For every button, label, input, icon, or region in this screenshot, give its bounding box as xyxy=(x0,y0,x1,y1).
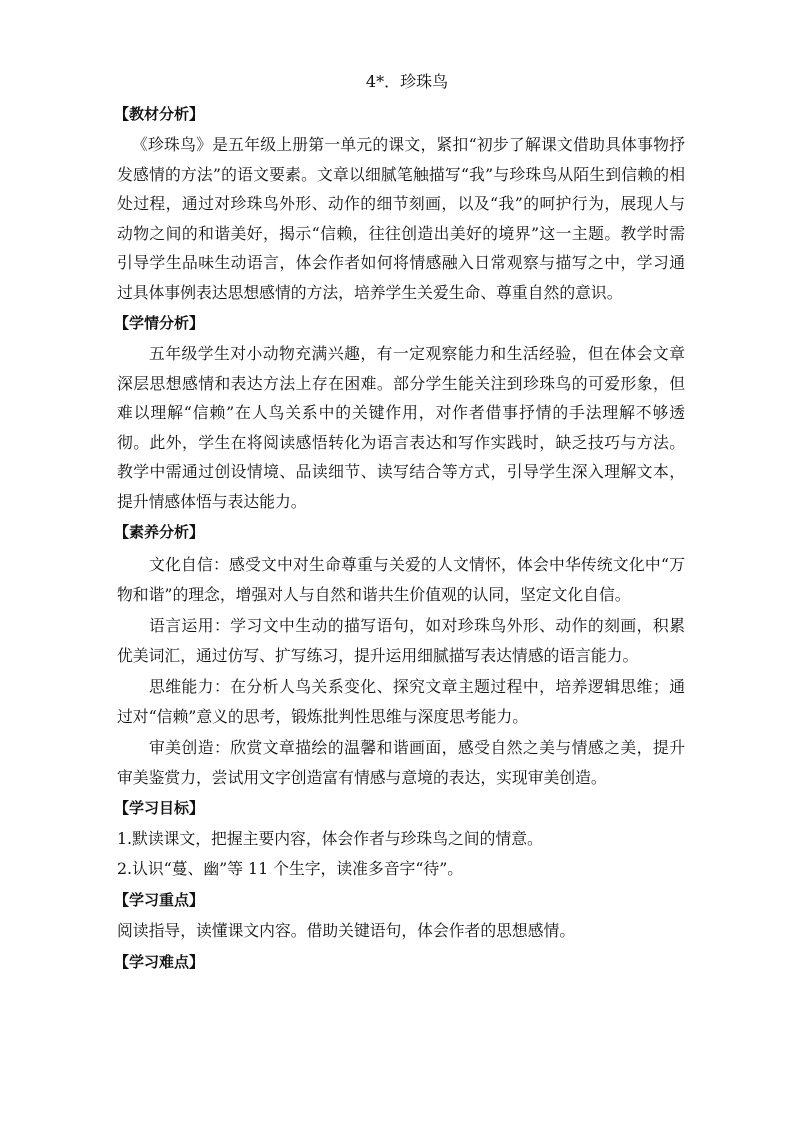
literacy-item-culture: 文化自信：感受文中对生命尊重与关爱的人文情怀，体会中华传统文化中“万物和谐”的理念，增强对人与自然和谐共生价值观的认同，坚定文化自信。 xyxy=(117,555,685,604)
heading-learning-focus: 【学习重点】 xyxy=(114,891,205,909)
textbook-analysis-paragraph: 《珍珠鸟》是五年级上册第一单元的课文，紧扣“初步了解课文借助具体事物抒发感情的方法”的语文要素。文章以细腻笔触描写“我”与珍珠鸟从陌生到信赖的相处过程，通过对珍珠鸟外形、动作的细节刻画，以及“我”的呵护行为，展现人与动物之间的和谐美好，揭示“信赖，往往创造出美好的境界”这一主题。教学时需引导学生品味生动语言，体会作者如何将情感融入日常观察与描写之中，学习通过具体事例表达思想感情的方法，培养学生关爱生命、尊重自然的意识。 xyxy=(117,135,685,302)
student-analysis-paragraph: 五年级学生对小动物充满兴趣，有一定观察能力和生活经验，但在体会文章深层思想感情和表达方法上存在困难。部分学生能关注到珍珠鸟的可爱形象，但难以理解“信赖”在人鸟关系中的关键作用，对作者借事抒情的手法理解不够透彻。此外，学生在将阅读感悟转化为语言表达和写作实践时，缺乏技巧与方法。教学中需通过创设情境、品读细节、读写结合等方式，引导学生深入理解文本，提升情感体悟与表达能力。 xyxy=(117,344,685,511)
literacy-item-aesthetic: 审美创造：欣赏文章描绘的温馨和谐画面，感受自然之美与情感之美，提升审美鉴赏力，尝试用文字创造富有情感与意境的表达，实现审美创造。 xyxy=(117,738,685,787)
learning-focus-text: 阅读指导，读懂课文内容。借助关键语句，体会作者的思想感情。 xyxy=(117,921,576,940)
learning-goal-1: 1.默读课文，把握主要内容，体会作者与珍珠鸟之间的情意。 xyxy=(117,829,543,848)
heading-learning-goals: 【学习目标】 xyxy=(114,799,205,817)
literacy-item-language: 语言运用：学习文中生动的描写语句，如对珍珠鸟外形、动作的刻画，积累优美词汇，通过仿写、扩写练习，提升运用细腻描写表达情感的语言能力。 xyxy=(117,616,685,665)
heading-textbook-analysis: 【教材分析】 xyxy=(114,105,205,123)
literacy-item-thinking: 思维能力：在分析人鸟关系变化、探究文章主题过程中，培养逻辑思维；通过对“信赖”意义的思考，锻炼批判性思维与深度思考能力。 xyxy=(117,677,685,726)
learning-goal-2: 2.认识“蔓、幽”等 11 个生字，读准多音字“待”。 xyxy=(117,859,464,878)
heading-literacy-analysis: 【素养分析】 xyxy=(114,523,205,541)
heading-learning-difficulty: 【学习难点】 xyxy=(114,953,205,971)
lesson-title: 4*．珍珠鸟 xyxy=(365,72,449,91)
heading-student-analysis: 【学情分析】 xyxy=(114,314,205,332)
document-content xyxy=(114,98,685,978)
